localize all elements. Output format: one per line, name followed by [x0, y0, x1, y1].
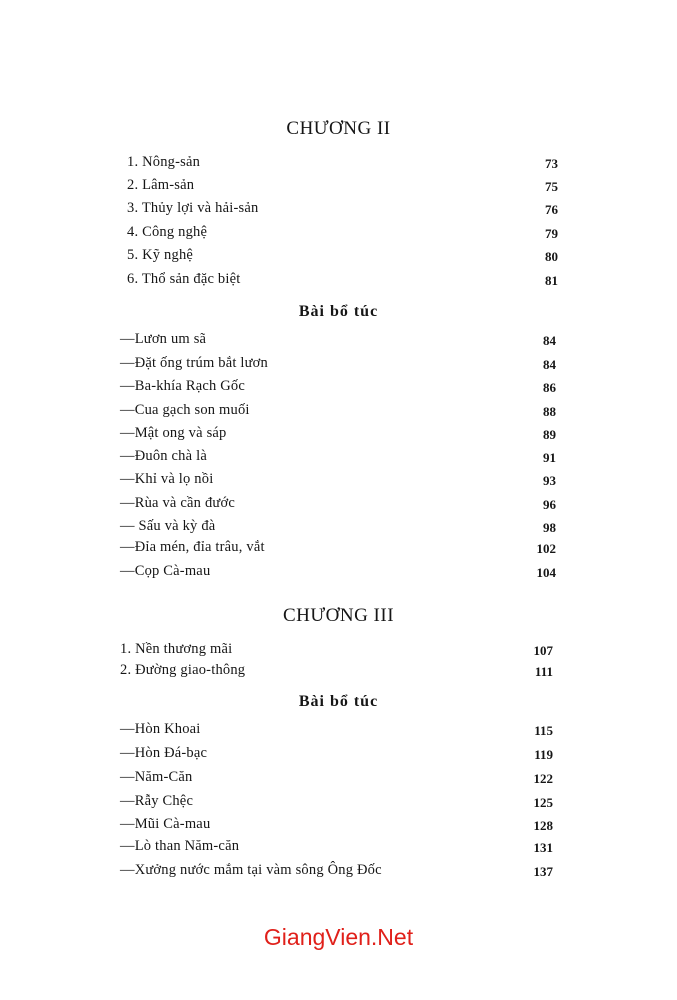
supplement-entry-page: 93 — [543, 473, 556, 488]
supplement-entry-page: 86 — [543, 380, 556, 395]
supplement-entry — [120, 378, 556, 398]
supplement-entry — [120, 471, 556, 491]
toc-entry — [127, 177, 558, 197]
supplement-entry — [120, 721, 553, 741]
supplement-entry — [120, 816, 553, 836]
chapter-3-title: CHƯƠNG III — [282, 605, 395, 626]
supplement-entry-page: 122 — [533, 771, 553, 786]
toc-entry-page: 79 — [545, 226, 558, 241]
toc-entry-label: 5. Kỹ nghệ — [127, 247, 194, 263]
supplement-entry — [120, 355, 556, 375]
supplement-entry-label: —Lươn um sã — [120, 331, 207, 347]
supplement-entry-label: —Hòn Khoai — [120, 721, 201, 737]
supplement-entry-label: —Khỉ và lọ nồi — [120, 471, 214, 487]
supplement-entry — [120, 862, 553, 882]
supplement-entry-page: 96 — [543, 497, 556, 512]
toc-entry-label: 6. Thổ sản đặc biệt — [127, 271, 241, 287]
chapter-2-title: CHƯƠNG II — [286, 118, 391, 139]
toc-entry-label: 2. Lâm-sản — [127, 177, 195, 193]
supplement-entry-page: 89 — [543, 427, 556, 442]
supplement-entry-label: —Đuôn chà là — [120, 448, 207, 464]
toc-entry-label: 1. Nền thương mãi — [120, 641, 233, 657]
supplement-entry-label: —Hòn Đá-bạc — [120, 745, 208, 761]
toc-entry — [127, 271, 558, 291]
supplement-entry — [120, 563, 556, 583]
toc-entry — [120, 641, 553, 661]
supplement-entry-label: —Mật ong và sáp — [120, 425, 227, 441]
supplement-entry-label: —Đỉa mén, đỉa trâu, vắt — [120, 539, 265, 555]
toc-entry-label: 3. Thủy lợi và hải-sản — [127, 200, 259, 216]
watermark-link[interactable]: GiangVien.Net — [263, 924, 414, 950]
supplement-entry-page: 115 — [534, 723, 553, 738]
supplement-entry-page: 84 — [543, 357, 556, 372]
supplement-entry — [120, 425, 556, 445]
toc-entry-page: 75 — [545, 179, 558, 194]
supplement-entry-page: 137 — [533, 864, 553, 879]
supplement-entry-label: —Lò than Năm-căn — [120, 838, 240, 854]
supplement-entry-page: 119 — [534, 747, 553, 762]
supplement-entry-label: —Cọp Cà-mau — [120, 563, 211, 579]
toc-entry-label: 4. Công nghệ — [127, 224, 208, 240]
supplement-entry-page: 125 — [533, 795, 553, 810]
toc-entry-page: 111 — [534, 664, 553, 679]
toc-entry-page: 80 — [545, 249, 558, 264]
toc-entry-page: 73 — [545, 156, 558, 171]
supplement-entry — [120, 402, 556, 422]
supplement-entry-page: 88 — [543, 404, 556, 419]
supplement-entry-page: 131 — [533, 840, 553, 855]
supplement-entry-label: —Ba-khía Rạch Gốc — [120, 378, 246, 394]
supplement-entry — [120, 518, 556, 538]
supplement-entry — [120, 745, 553, 765]
chapter-3-supplement-title: Bài bổ túc — [298, 693, 379, 710]
toc-entry-label: 1. Nông-sản — [127, 154, 201, 170]
supplement-entry — [120, 838, 553, 858]
toc-entry — [127, 200, 558, 220]
supplement-entry-page: 128 — [533, 818, 553, 833]
supplement-entry-label: —Cua gạch son muối — [120, 402, 250, 418]
supplement-entry-page: 91 — [543, 450, 556, 465]
toc-entry — [127, 154, 558, 174]
supplement-entry-label: —Đặt ống trúm bắt lươn — [120, 355, 268, 371]
supplement-entry-page: 102 — [536, 541, 556, 556]
supplement-entry-label: —Mũi Cà-mau — [120, 816, 211, 832]
supplement-entry — [120, 495, 556, 515]
supplement-entry-label: —Xưởng nước mắm tại vàm sông Ông Đốc — [120, 862, 382, 878]
toc-entry-label: 2. Đường giao-thông — [120, 662, 246, 678]
supplement-entry-page: 98 — [543, 520, 556, 535]
toc-entry — [127, 247, 558, 267]
supplement-entry-label: — Sấu và kỳ đà — [120, 518, 216, 534]
supplement-entry — [120, 793, 553, 813]
supplement-entry-label: —Rùa và cần đước — [120, 495, 235, 511]
toc-entry-page: 76 — [545, 202, 558, 217]
supplement-entry — [120, 331, 556, 351]
chapter-2-supplement-title: Bài bổ túc — [298, 303, 379, 320]
supplement-entry-page: 84 — [543, 333, 556, 348]
toc-entry — [127, 224, 558, 244]
supplement-entry — [120, 539, 556, 559]
supplement-entry-label: —Năm-Căn — [120, 769, 193, 785]
supplement-entry-label: —Rẫy Chệc — [120, 793, 194, 809]
toc-entry-page: 81 — [545, 273, 558, 288]
toc-entry-page: 107 — [533, 643, 553, 658]
toc-entry — [120, 662, 553, 682]
supplement-entry — [120, 448, 556, 468]
supplement-entry-page: 104 — [536, 565, 556, 580]
supplement-entry — [120, 769, 553, 789]
